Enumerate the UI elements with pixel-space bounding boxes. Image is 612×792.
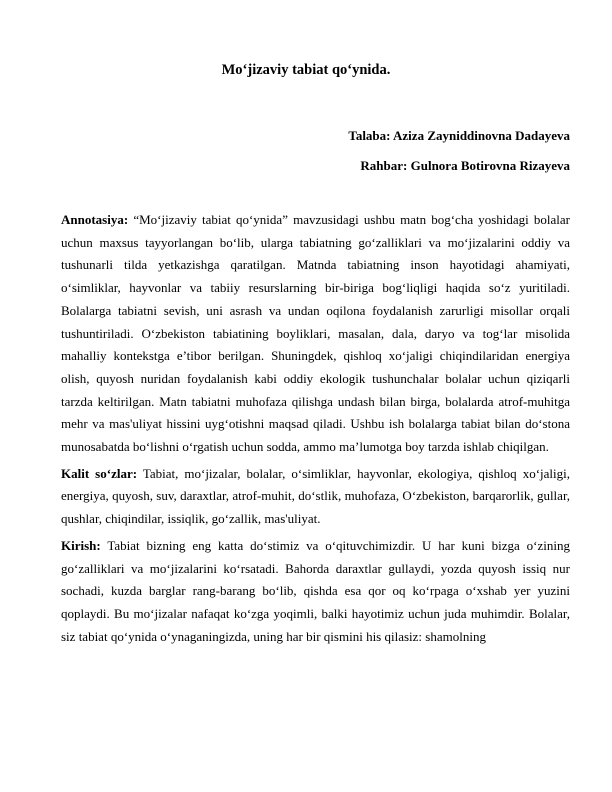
student-name: Talaba: Aziza Zayniddinovna Dadayeva [348,128,570,143]
introduction-text: Tabiat bizning eng katta do‘stimiz va o‘qituvchimizdir. U har kuni bizga o‘zining go‘zalliklari va mo‘jizalarini ko‘rsatadi. Bahorda daraxtlar gullaydi, yozda quyosh issiq nur sochadi, kuzda barglar rang-barang bo‘lib, qishda esa qor oq ko‘rpaga o‘xshab yer yuzini qoplaydi. Bu mo‘jizalar nafaqat ko‘zga yoqimli, balki hayotimiz uchun juda muhimdir. Bolalar, siz tabiat qo‘ynida o‘ynaganingizda, uning har bir qismini his qilasiz: shamolning [61,537,570,644]
abstract-label: Annotasiya: [61,212,129,227]
document-title: Mo‘jizaviy tabiat qo‘ynida. [221,62,391,78]
keywords-text: Tabiat, mo‘jizalar, bolalar, o‘simliklar, hayvonlar, ekologiya, qishloq xo‘jaligi, energiya, quyosh, suv, daraxtlar, atrof-muhit, do‘stlik, muhofaza, O‘zbekiston, barqarorlik, gullar, qushlar, chiqindilar, issiqlik, go‘zallik, mas'uliyat. [61,465,570,527]
abstract-text: “Mo‘jizaviy tabiat qo‘ynida” mavzusidagi ushbu matn bog‘cha yoshidagi bolalar uchun maxsus tayyorlangan bo‘lib, ularga tabiatning go‘zalliklari va mo‘jizalarini oddiy va tushunarli tilda yetkazishga qaratilgan. Matnda tabiatning inson hayotidagi ahamiyati, o‘simliklar, hayvonlar va tabiiy resurslarning bir-biriga bog‘liqligi haqida so‘z yuritiladi. Bolalarga tabiatni sevish, uni asrash va undan oqilona foydalanish zarurligi misollar orqali tushuntiriladi. O‘zbekiston tabiatining boyliklari, masalan, dala, daryo va tog‘lar misolida mahalliy kontekstga e’tibor berilgan. Shuningdek, qishloq xo‘jaligi chiqindilaridan energiya olish, quyosh nuridan foydalanish kabi oddiy ekologik tushunchalar bolalar uchun qiziqarli tarzda keltirilgan. Matn tabiatni muhofaza qilishga undash bilan birga, bolalarda atrof-muhitga mehr va mas'uliyat hissini uyg‘otishni maqsad qiladi. Ushbu ish bolalarga tabiat bilan do‘stona munosabatda bo‘lishni o‘rgatish uchun sodda, ammo ma’lumotga boy tarzda ishlab chiqilgan. [61,212,570,455]
supervisor-name: Rahbar: Gulnora Botirovna Rizayeva [360,158,570,173]
introduction-label: Kirish: [61,537,101,553]
keywords-label: Kalit so‘zlar: [61,465,138,481]
document-body [61,209,570,652]
keywords-paragraph [61,463,570,531]
introduction-paragraph [61,535,570,649]
abstract-paragraph [61,209,570,459]
